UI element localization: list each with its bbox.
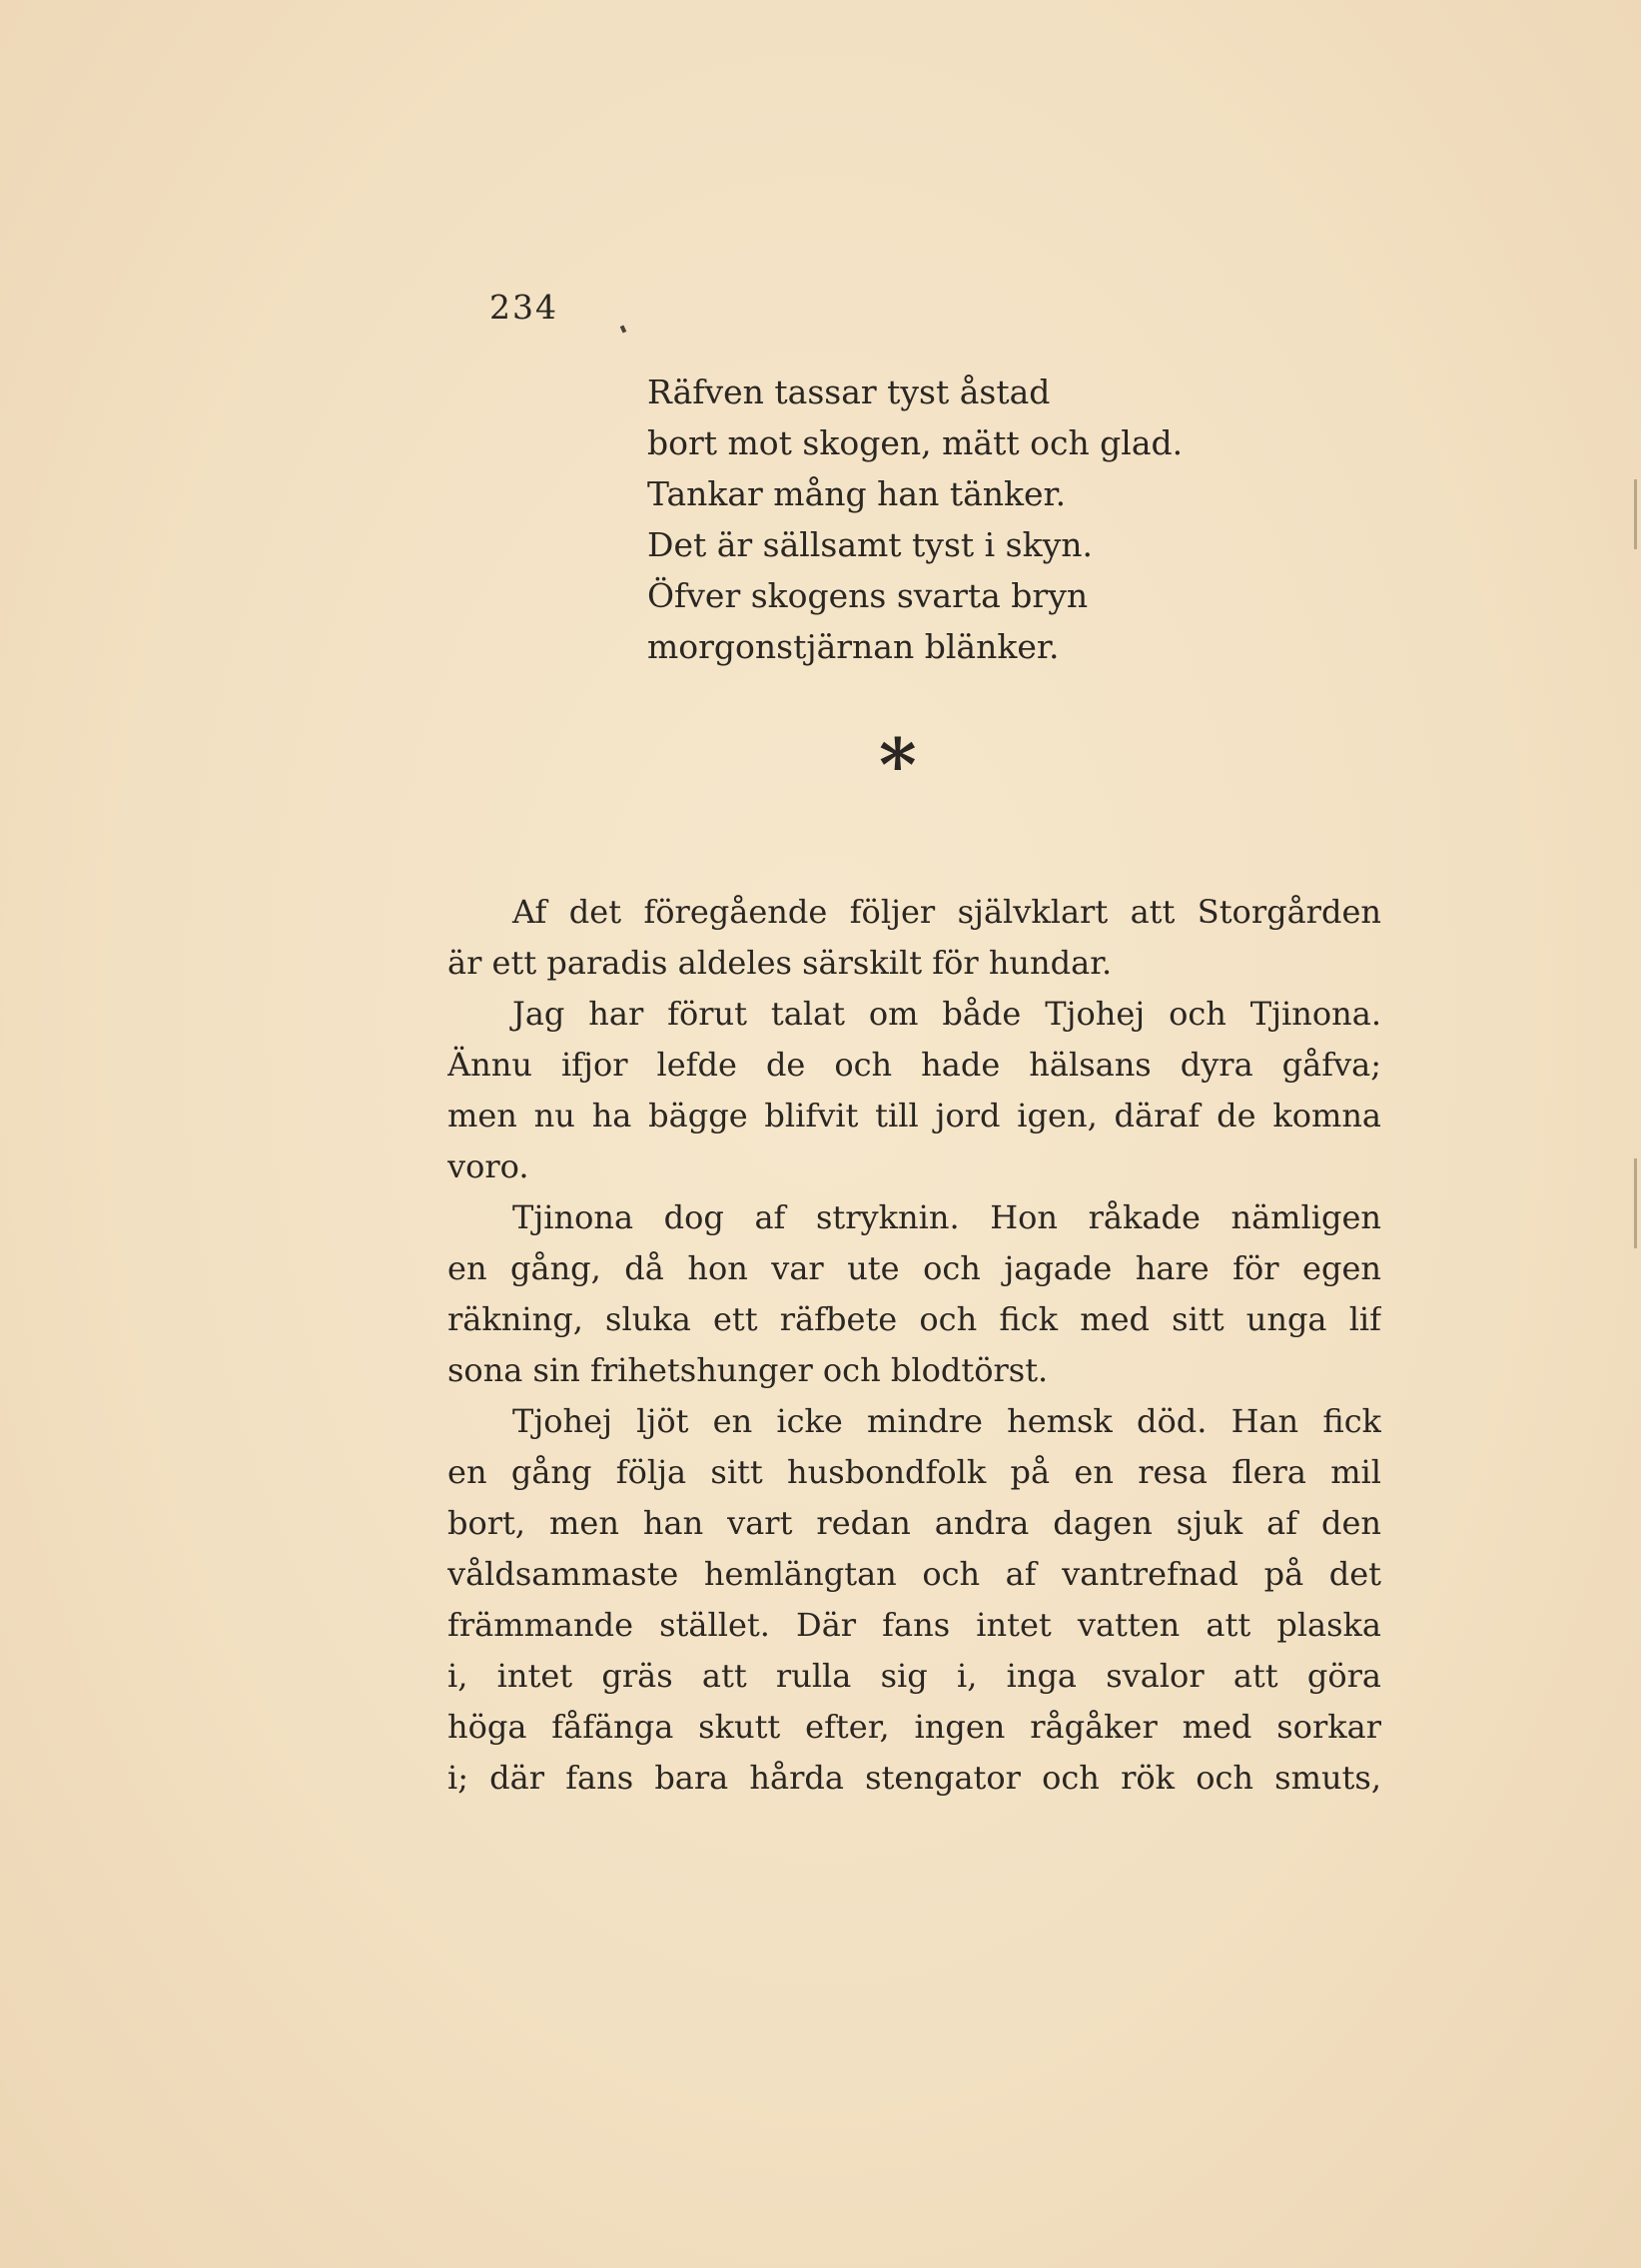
text-line: Ännu ifjor lefde de och hade hälsans dyra gåfva; — [447, 1046, 1381, 1084]
poem-stanza — [647, 367, 1346, 672]
text-line: våldsammaste hemlängtan och af vantrefnad på det — [447, 1555, 1381, 1593]
text-line: räkning, sluka ett räfbete och fick med sitt unga lif — [447, 1300, 1381, 1338]
text-line: men nu ha bägge blifvit till jord igen, däraf de komna — [447, 1097, 1381, 1134]
text-line: en gång följa sitt husbondfolk på en resa flera mil — [447, 1453, 1381, 1491]
poem-line: Tankar mång han tänker. — [647, 474, 1067, 513]
text-line: främmande stället. Där fans intet vatten att plaska — [447, 1606, 1381, 1644]
ink-speck — [620, 325, 627, 333]
poem-line: Det är sällsamt tyst i skyn. — [647, 525, 1093, 564]
text-line: Jag har förut talat om både Tjohej och Tjinona. — [512, 995, 1381, 1033]
text-line: Tjohej ljöt en icke mindre hemsk död. Han fick — [512, 1402, 1381, 1440]
text-line: bort, men han vart redan andra dagen sjuk af den — [447, 1504, 1381, 1542]
poem-line: morgonstjärnan blänker. — [647, 627, 1060, 666]
prose-body — [447, 887, 1381, 1804]
poem-line: bort mot skogen, mätt och glad. — [647, 423, 1184, 462]
text-line: voro. — [447, 1147, 529, 1185]
text-line: en gång, då hon var ute och jagade hare för egen — [447, 1249, 1381, 1287]
section-divider-asterisk: * — [879, 722, 917, 807]
page-edge-shadow — [1634, 479, 1637, 549]
text-line: Af det föregående följer självklart att Storgården — [512, 893, 1381, 931]
poem-line: Räfven tassar tyst åstad — [647, 373, 1051, 411]
text-line: sona sin frihetshunger och blodtörst. — [447, 1351, 1049, 1389]
text-line: är ett paradis aldeles särskilt för hundar. — [447, 944, 1113, 982]
poem-line: Öfver skogens svarta bryn — [647, 576, 1089, 615]
text-line: höga fåfänga skutt efter, ingen rågåker med sorkar — [447, 1708, 1381, 1746]
text-line: i; där fans bara hårda stengator och rök och smuts, — [447, 1759, 1381, 1797]
text-line: i, intet gräs att rulla sig i, inga svalor att göra — [447, 1657, 1381, 1695]
page-number: 234 — [489, 288, 558, 327]
text-line: Tjinona dog af stryknin. Hon råkade nämligen — [512, 1198, 1381, 1236]
page-edge-shadow — [1634, 1158, 1637, 1248]
